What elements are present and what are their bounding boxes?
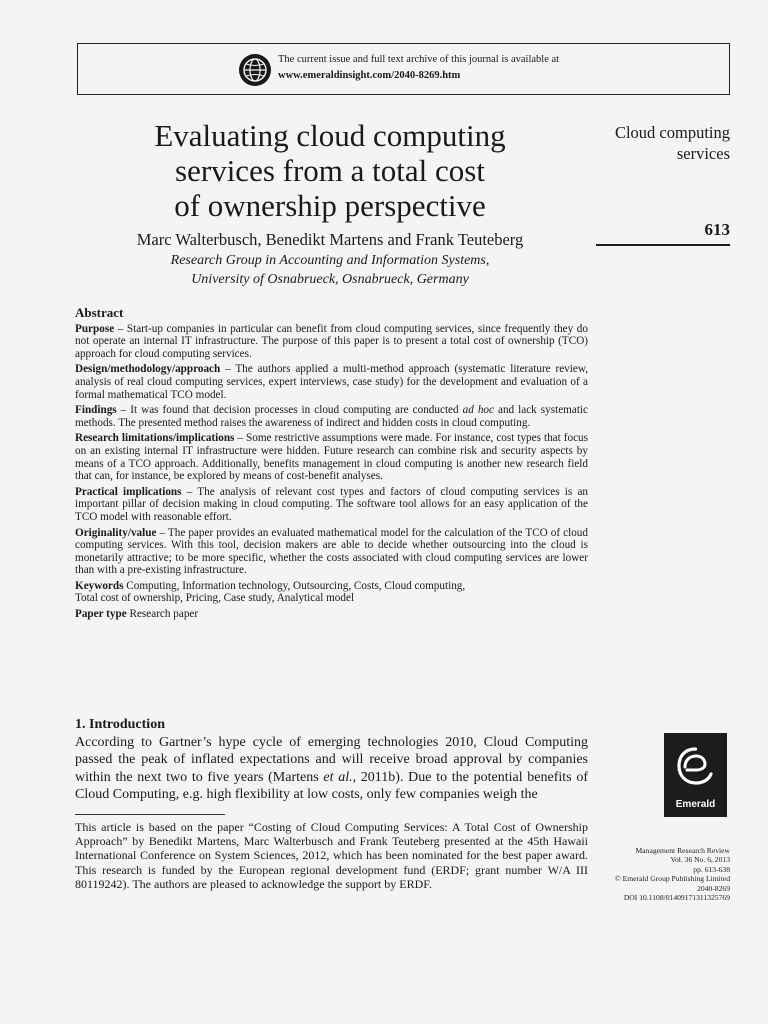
design-text: – The authors applied a multi-method approach (systematic literature review, analysis of real cloud computing services, expert interviews, case study) for the development and evaluation of a formal mathematical TCO model.	[75, 363, 588, 401]
design-label: Design/methodology/approach	[75, 363, 221, 376]
paper-type	[75, 608, 588, 621]
keywords-label: Keywords	[75, 579, 124, 592]
running-title-line-2: services	[676, 144, 730, 163]
paper-title	[80, 118, 580, 223]
introduction-heading: 1. Introduction	[75, 717, 165, 732]
keywords-line-1	[75, 580, 588, 593]
header-availability-text: The current issue and full text archive of this journal is available at	[278, 54, 560, 65]
abstract-practical	[75, 486, 588, 524]
intro-text-after: , 2011b). Due to the potential benefits of Cloud Computing, e.g. high flexibility at low costs, only few companies weigh the	[75, 769, 588, 802]
limitations-label: Research limitations/implications	[75, 432, 235, 445]
abstract-originality	[75, 527, 588, 577]
affiliation-line-1: Research Group in Accounting and Information Systems,	[170, 253, 490, 268]
limitations-text: – Some restrictive assumptions were made. For instance, cost types that focus on an existing internal IT infrastructure were hidden. Future research can combine risk and security aspects by means of a TCO approach. Additionally, benefits management in cloud computing is another new research field that can, for instance, be explored by means of cost-benefit analyses.	[75, 432, 588, 483]
title-line-3: of ownership perspective	[174, 188, 486, 223]
intro-italic: et al.	[323, 769, 353, 785]
page-number: 613	[704, 220, 730, 239]
journal-info	[580, 846, 730, 902]
originality-label: Originality/value	[75, 526, 157, 539]
paper-type-label: Paper type	[75, 608, 127, 621]
title-line-2: services from a total cost	[175, 153, 485, 188]
header-url-link[interactable]: www.emeraldinsight.com/2040-8269.htm	[278, 70, 461, 81]
footnote: This article is based on the paper “Costing of Cloud Computing Services: A Total Cost of Ownership Approach” by Benedikt Martens, Marc Walterbusch and Frank Teuteberg presented at the 45th Hawaii International Conference on System Sciences, 2012, which has been nominated for the best paper award. This research is funded by the European regional development fund (ERDF; grant number W/A III 80119242). The authors are pleased to acknowledge the support by ERDF.	[75, 820, 588, 891]
emerald-e-icon	[674, 741, 717, 793]
practical-label: Practical implications	[75, 485, 182, 498]
findings-text-before: – It was found that decision processes in cloud computing are conducted	[116, 404, 463, 417]
running-title	[580, 122, 730, 164]
abstract-heading: Abstract	[75, 305, 124, 320]
journal-volume: Vol. 36 No. 6, 2013	[670, 855, 730, 865]
abstract-purpose	[75, 323, 588, 361]
originality-text: – The paper provides an evaluated mathematical model for the calculation of the TCO of cloud computing services. With this tool, decision makers are able to decide whether outsourcing into the cloud is monetarily attractive; to be more specific, whether the costs associated with cloud computing services are lower than with a pre-existing infrastructure.	[75, 526, 588, 577]
journal-doi: DOI 10.1108/01409171311325769	[623, 893, 730, 903]
introduction-section	[75, 716, 588, 803]
journal-issn: 2040-8269	[697, 883, 730, 893]
journal-name: Management Research Review	[635, 846, 730, 855]
globe-icon	[239, 54, 271, 86]
intro-text-before: According to Gartner’s hype cycle of emerging technologies 2010, Cloud Computing passed the peak of inflated expectations and will receive broad approval by companies within the next two to five years (Martens	[75, 735, 588, 785]
abstract-findings	[75, 404, 588, 429]
purpose-label: Purpose	[75, 322, 115, 335]
journal-copyright: © Emerald Group Publishing Limited	[614, 874, 730, 884]
purpose-text: – Start-up companies in particular can benefit from cloud computing services, since frequently they do not operate an internal IT infrastructure. The purpose of this paper is to present a total cost of ownership (TCO) approach for cloud computing services.	[75, 322, 588, 360]
abstract-design	[75, 363, 588, 401]
abstract-limitations	[75, 432, 588, 482]
keywords	[75, 580, 588, 605]
author-list: Marc Walterbusch, Benedikt Martens and Frank Teuteberg	[136, 230, 524, 249]
footnote-rule	[75, 814, 225, 815]
keywords-text-2: Total cost of ownership, Pricing, Case study, Analytical model	[75, 592, 355, 605]
journal-header-box	[77, 43, 730, 95]
practical-text: – The analysis of relevant cost types and factors of cloud computing services is an important pillar of decision making in cloud computing. The software tool allows for an easy application of the TCO model with reasonable effort.	[75, 485, 588, 523]
journal-pages: pp. 613-638	[693, 864, 730, 874]
findings-italic: ad hoc	[462, 404, 494, 417]
running-title-line-1: Cloud computing	[614, 123, 730, 142]
findings-text-after: and lack systematic methods. The presented method raises the awareness of indirect and hidden costs in cloud computing.	[75, 404, 589, 429]
findings-label: Findings	[75, 404, 117, 417]
introduction-paragraph	[75, 734, 588, 803]
margin-rule	[596, 244, 730, 246]
title-line-1: Evaluating cloud computing	[154, 118, 506, 153]
keywords-text-1: Computing, Information technology, Outsourcing, Costs, Cloud computing,	[123, 579, 466, 592]
paper-type-text: Research paper	[126, 608, 199, 621]
affiliation	[80, 251, 580, 289]
emerald-logo	[664, 733, 727, 817]
abstract-section	[75, 307, 588, 621]
affiliation-line-2: University of Osnabrueck, Osnabrueck, Germany	[191, 272, 469, 287]
emerald-wordmark: Emerald	[675, 799, 716, 810]
